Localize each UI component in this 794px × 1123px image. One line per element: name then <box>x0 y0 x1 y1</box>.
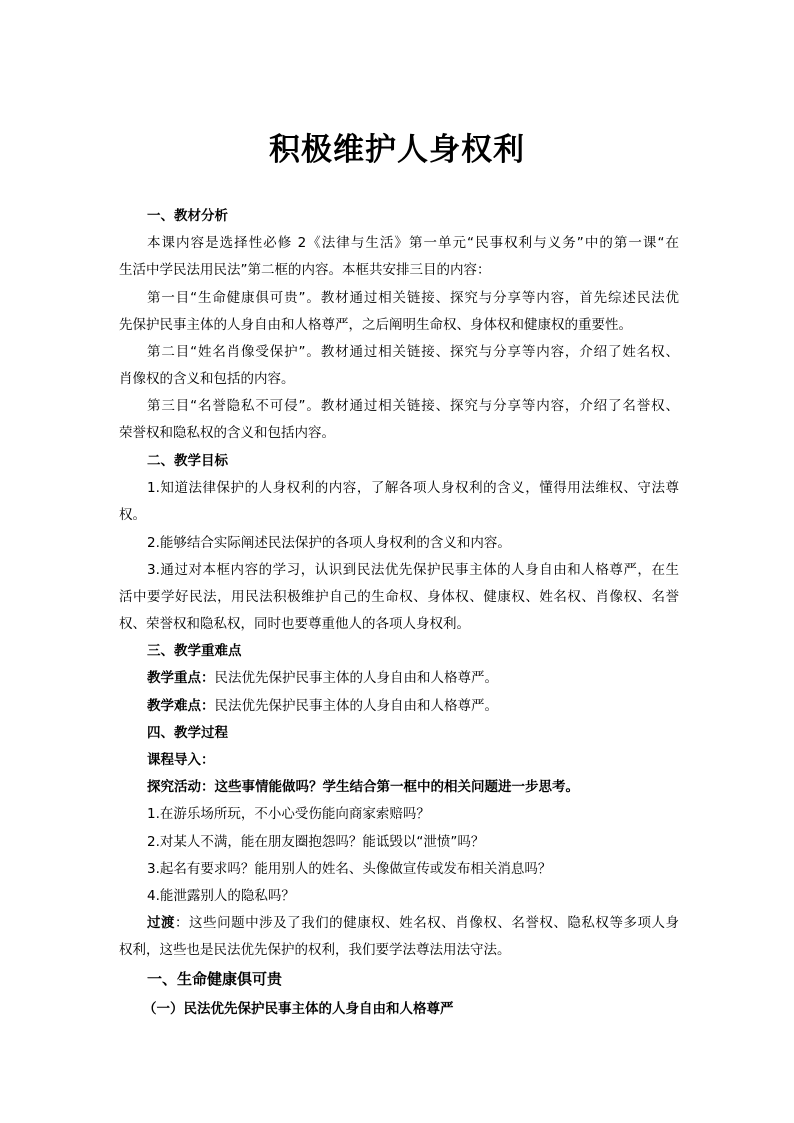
paragraph-line: 荣誉权和隐私权的含义和包括内容。 <box>119 425 335 441</box>
paragraph-line: 2.能够结合实际阐述民法保护的各项人身权利的含义和内容。 <box>147 535 511 551</box>
sub-heading: （一）民法优先保护民事主体的人身自由和人格尊严 <box>143 1001 454 1017</box>
paragraph-line: 权。 <box>119 507 146 523</box>
section-heading-key-points: 三、教学重难点 <box>147 643 242 659</box>
paragraph-line: 第一目“生命健康俱可贵”。教材通过相关链接、探究与分享等内容，首先综述民法优 <box>147 290 679 306</box>
section-heading-goals: 二、教学目标 <box>147 453 228 469</box>
paragraph-line: 1.知道法律保护的人身权利的内容，了解各项人身权利的含义，懂得用法维权、守法尊 <box>147 480 679 496</box>
paragraph-line: 生活中学民法用民法”第二框的内容。本框共安排三目的内容： <box>119 262 491 278</box>
course-intro-label: 课程导入： <box>147 752 215 768</box>
difficulty-label: 教学难点： <box>147 698 215 714</box>
question-item: 1.在游乐场所玩，不小心受伤能向商家索赔吗？ <box>147 806 430 822</box>
difficulty-text: 民法优先保护民事主体的人身自由和人格尊严。 <box>214 698 498 714</box>
paragraph-line: 第二目“姓名肖像受保护”。教材通过相关链接、探究与分享等内容，介绍了姓名权、 <box>147 344 679 360</box>
paragraph-line: 活中要学好民法，用民法积极维护自己的生命权、身体权、健康权、姓名权、肖像权、名誉 <box>119 589 679 605</box>
question-item: 3.起名有要求吗？能用别人的姓名、头像做宣传或发布相关消息吗？ <box>147 861 552 877</box>
difficulty-line <box>147 697 679 715</box>
section-heading-analysis: 一、教材分析 <box>147 208 228 224</box>
key-point-text: 民法优先保护民事主体的人身自由和人格尊严。 <box>214 670 498 686</box>
paragraph-line: 先保护民事主体的人身自由和人格尊严，之后阐明生命权、身体权和健康权的重要性。 <box>119 317 632 333</box>
paragraph-line: 肖像权的含义和包括的内容。 <box>119 371 295 387</box>
activity-line: 探究活动：这些事情能做吗？学生结合第一框中的相关问题进一步思考。 <box>147 779 579 795</box>
key-point-line <box>147 669 679 687</box>
document-title: 积极维护人身权利 <box>269 132 525 168</box>
question-item: 4.能泄露别人的隐私吗？ <box>147 888 295 904</box>
question-item: 2.对某人不满，能在朋友圈抱怨吗？能诋毁以“泄愤”吗？ <box>147 834 485 850</box>
paragraph-line: 3.通过对本框内容的学习，认识到民法优先保护民事主体的人身自由和人格尊严，在生 <box>147 562 679 578</box>
transition-line <box>147 914 679 932</box>
part-heading: 一、生命健康俱可贵 <box>147 970 283 988</box>
paragraph-line: 第三目“名誉隐私不可侵”。教材通过相关链接、探究与分享等内容，介绍了名誉权、 <box>147 398 679 414</box>
key-point-label: 教学重点： <box>147 670 215 686</box>
section-heading-process: 四、教学过程 <box>147 725 228 741</box>
paragraph-line: 权利，这些也是民法优先保护的权利，我们要学法尊法用法守法。 <box>119 942 511 958</box>
paragraph-line: 权、荣誉权和隐私权，同时也要尊重他人的各项人身权利。 <box>119 616 470 632</box>
paragraph-line: 本课内容是选择性必修 2《法律与生活》第一单元“民事权利与义务”中的第一课“在 <box>147 235 679 251</box>
transition-text: ：这些问题中涉及了我们的健康权、姓名权、肖像权、名誉权、隐私权等多项人身 <box>175 915 680 931</box>
transition-label: 过渡 <box>147 915 176 931</box>
